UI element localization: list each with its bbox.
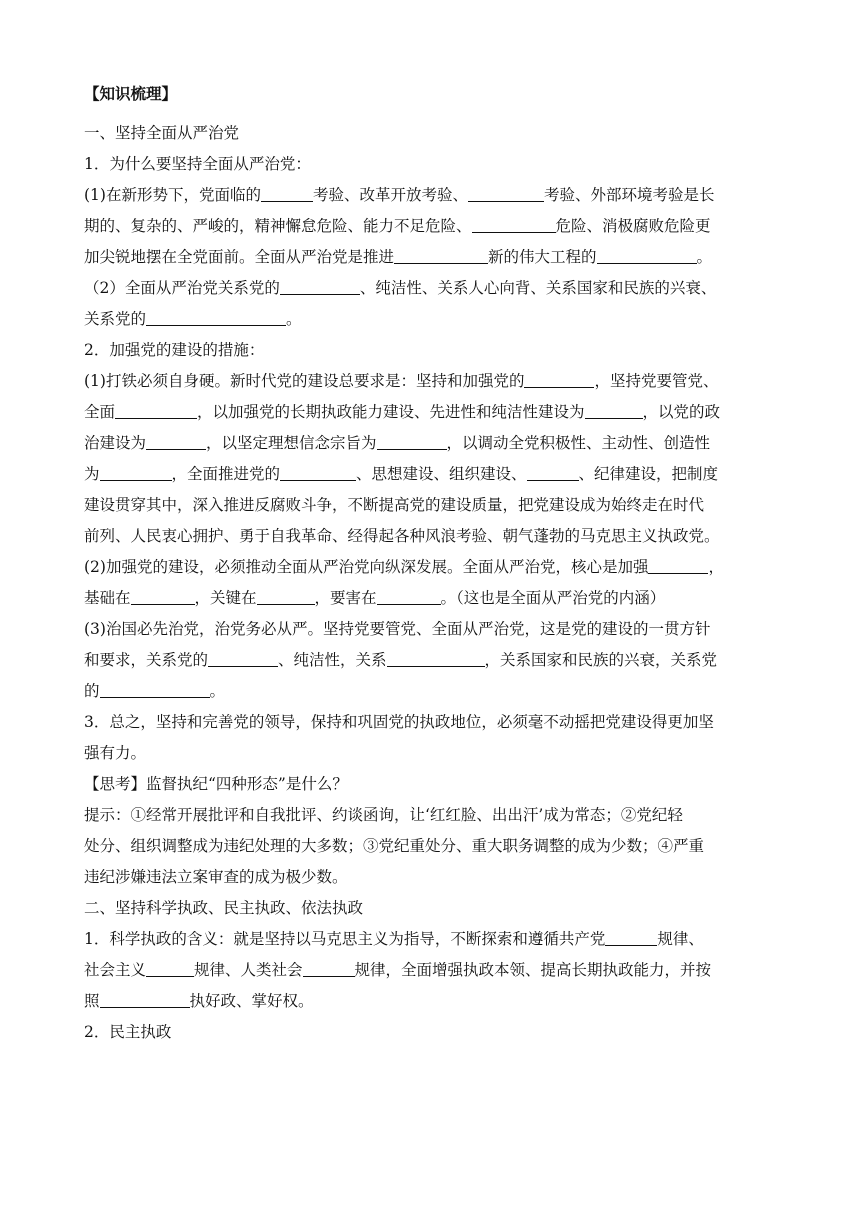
line-text: 提示：①经常开展批评和自我批评、约谈函询，让‘红红脸、出出汗’成为常态；②党纪轻 [84,806,683,824]
line-text: 危险、消极腐败危险更 [555,217,711,235]
fill-in-blank[interactable] [100,461,172,481]
text-line [84,614,786,645]
text-line [84,490,786,521]
fill-in-blank[interactable] [208,647,278,667]
fill-in-blank[interactable] [597,244,697,264]
text-line [84,769,786,800]
text-line [84,986,786,1017]
line-text: ，坚持党要管党、 [594,372,719,390]
line-text: (3)治国必先治党，治党务必从严。坚持党要管党、全面从严治党，这是党的建设的一贯方针 [84,620,711,638]
fill-in-blank[interactable] [377,430,447,450]
line-text: 、纪律建设，把制度 [578,465,719,483]
text-line [84,335,786,366]
text-line [84,397,786,428]
line-text: 前列、人民衷心拥护、勇于自我革命、经得起各种风浪考验、朝气蓬勃的马克思主义执政党。 [84,527,720,545]
text-line [84,862,786,893]
fill-in-blank[interactable] [524,368,594,388]
fill-in-blank[interactable] [394,244,488,264]
text-line [84,738,786,769]
fill-in-blank[interactable] [377,585,441,605]
text-line [84,118,786,149]
line-text: ，关系国家和民族的兴衰，关系党 [484,651,718,669]
text-line [84,521,786,552]
fill-in-blank[interactable] [257,585,315,605]
line-text: 为 [84,465,100,483]
line-text: 规律、 [657,930,704,948]
line-text: (2)加强党的建设，必须推动全面从严治党向纵深发展。全面从严治党，核心是加强 [84,558,649,576]
fill-in-blank[interactable] [261,182,313,202]
text-line [84,242,786,273]
line-text: 2．加强党的建设的措施： [84,341,265,359]
fill-in-blank[interactable] [468,182,544,202]
line-text: 照 [84,992,100,1010]
line-text: 考验、改革开放考验、 [312,186,468,204]
text-line [84,583,786,614]
line-text: 、思想建设、组织建设、 [356,465,527,483]
text-line [84,304,786,335]
line-text: 加尖锐地摆在全党面前。全面从严治党是推进 [84,248,395,266]
line-text: 全面 [84,403,116,421]
text-line [84,78,786,109]
text-line [84,800,786,831]
line-text: 、纯洁性、关系人心向背、关系国家和民族的兴衰、 [359,279,717,297]
fill-in-blank[interactable] [146,306,286,326]
fill-in-blank[interactable] [280,275,360,295]
line-text: 。 [209,682,226,700]
text-line [84,459,786,490]
fill-in-blank[interactable] [146,957,194,977]
line-text: 的 [84,682,100,700]
line-text: ，以加强党的长期执政能力建设、先进性和纯洁性建设为 [197,403,585,421]
fill-in-blank[interactable] [387,647,485,667]
text-line [84,552,786,583]
text-line [84,273,786,304]
line-text: 。 [286,310,302,328]
line-text: 【思考】监督执纪“四种形态”是什么？ [84,775,348,793]
line-text: 3．总之，坚持和完善党的领导，保持和巩固党的执政地位，必须毫不动摇把党建设得更加坚 [84,713,714,731]
line-text: ，以调动全党积极性、主动性、创造性 [446,434,711,452]
line-text: 治建设为 [84,434,147,452]
fill-in-blank[interactable] [100,678,210,698]
line-text: 执好政、掌好权。 [189,992,314,1010]
line-text: 关系党的 [84,310,147,328]
line-text: (1)在新形势下，党面临的 [84,186,261,204]
text-line [84,676,786,707]
fill-in-blank[interactable] [115,399,197,419]
fill-in-blank[interactable] [131,585,195,605]
text-line [84,831,786,862]
fill-in-blank[interactable] [605,926,657,946]
line-text: 2．民主执政 [84,1023,172,1041]
line-text: (1)打铁必须自身硬。新时代党的建设总要求是：坚持和加强党的 [84,372,525,390]
line-text: 期的、复杂的、严峻的，精神懈怠危险、能力不足危险、 [84,217,472,235]
text-line [84,924,786,955]
fill-in-blank[interactable] [472,213,556,233]
line-text: 、纯洁性，关系 [278,651,387,669]
line-text: 社会主义 [84,961,147,979]
line-text: 强有力。 [84,744,147,762]
fill-in-blank[interactable] [527,461,579,481]
line-text: 。 [696,248,713,266]
line-text: 规律，全面增强执政本领、提高长期执政能力，并按 [354,961,712,979]
text-line [84,707,786,738]
line-text: 1．为什么要坚持全面从严治党： [84,155,311,173]
line-text: 【知识梳理】 [84,84,178,103]
text-line [84,366,786,397]
text-line [84,645,786,676]
line-text: 考验、外部环境考验是长 [543,186,715,204]
line-text: 新的伟大工程的 [488,248,597,266]
line-text: 基础在 [84,589,131,607]
text-line [84,211,786,242]
text-line [84,955,786,986]
line-text: 建设贯穿其中，深入推进反腐败斗争，不断提高党的建设质量，把党建设成为始终走在时代 [84,496,705,514]
line-text: 违纪涉嫌违法立案审查的成为极少数。 [84,868,348,886]
line-text: 1．科学执政的含义：就是坚持以马克思主义为指导，不断探索和遵循共产党 [84,930,606,948]
fill-in-blank[interactable] [100,988,190,1008]
line-text: （2）全面从严治党关系党的 [84,279,280,297]
line-text: 和要求，关系党的 [84,651,209,669]
line-text: 一、坚持全面从严治党 [84,124,240,142]
fill-in-blank[interactable] [146,430,206,450]
text-line [84,428,786,459]
line-text: 二、坚持科学执政、民主执政、依法执政 [84,899,364,917]
line-text: ，以坚定理想信念宗旨为 [206,434,377,452]
text-line [84,180,786,211]
line-text: 。（这也是全面从严治党的内涵） [440,589,666,607]
text-line [84,149,786,180]
text-line [84,893,786,924]
fill-in-blank[interactable] [585,399,643,419]
line-text: ，关键在 [194,589,257,607]
text-line [84,1017,786,1048]
line-text: ，全面推进党的 [171,465,281,483]
fill-in-blank[interactable] [648,554,708,574]
fill-in-blank[interactable] [303,957,355,977]
line-text: ， [708,558,724,576]
line-text: 规律、人类社会 [194,961,303,979]
line-text: ，以党的政 [642,403,721,421]
fill-in-blank[interactable] [280,461,356,481]
line-text: 处分、组织调整成为违纪处理的大多数；③党纪重处分、重大职务调整的成为少数；④严重 [84,837,705,855]
line-text: ，要害在 [314,589,377,607]
